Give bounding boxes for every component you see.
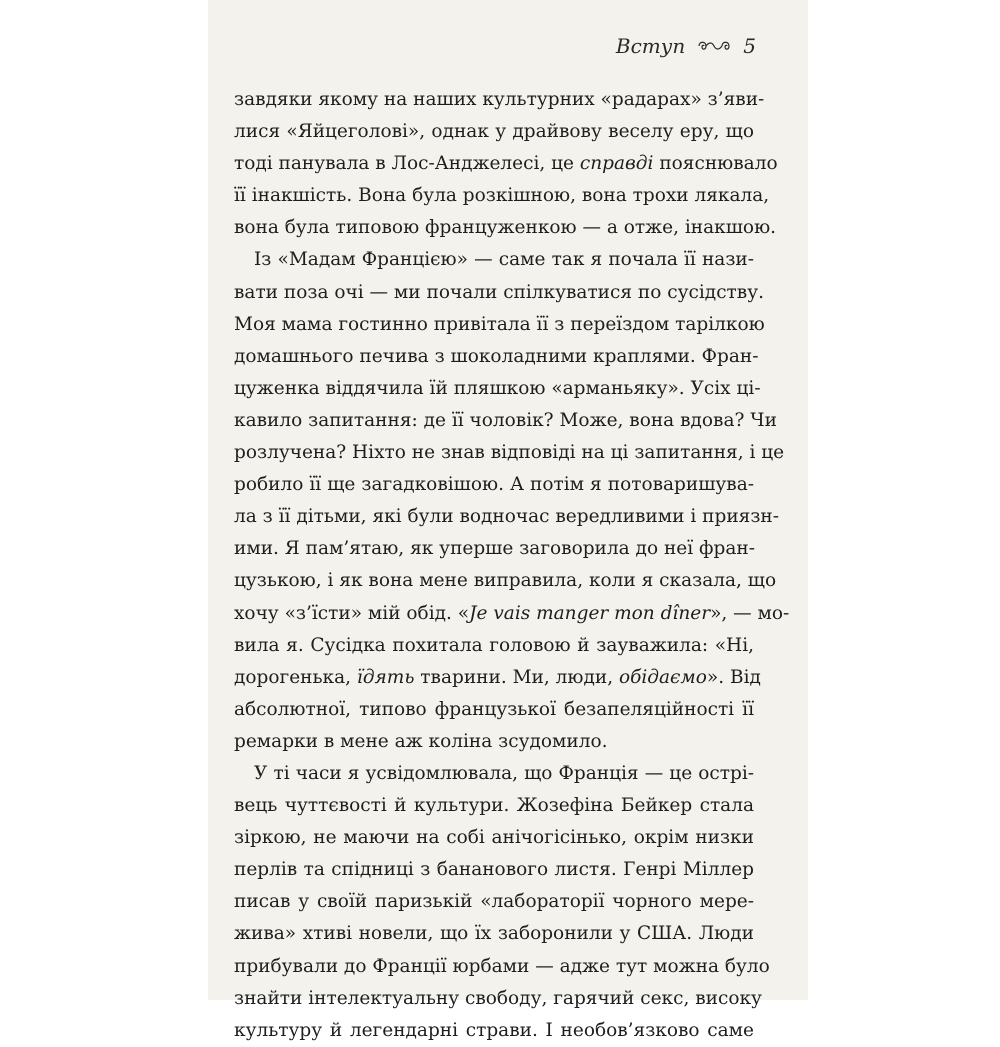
text-segment: кавило запитання: де її чоловік? Може, вона вдова? Чи (234, 409, 777, 431)
text-segment: дорогенька, (234, 666, 357, 688)
text-segment: абсолютної, типово французької безапеляційності її (234, 698, 754, 720)
text-segment: домашнього печива з шоколадними краплями. Фран- (234, 345, 759, 367)
text-line (234, 469, 754, 501)
text-segment: вона була типовою француженкою — а отже, інакшою. (234, 217, 777, 239)
text-line (234, 533, 754, 565)
text-line (234, 822, 754, 854)
text-segment: знайти інтелектуальну свободу, гарячий секс, високу (234, 987, 762, 1009)
book-page (208, 0, 808, 1041)
text-line (234, 277, 764, 309)
text-line (234, 405, 777, 437)
text-segment: лися «Яйцеголові», однак у драйвову веселу еру, що (234, 121, 754, 143)
text-segment: її інакшість. Вона була розкішною, вона трохи лякала, (234, 185, 770, 207)
text-segment: культуру й легендарні страви. І необов’язково саме (234, 1019, 754, 1041)
text-line (234, 758, 754, 790)
text-segment: писав у своїй паризькій «лабораторії чорного мере- (234, 891, 754, 913)
text-segment: ла з її дітьми, які були водночас вередливими і приязн- (234, 506, 779, 528)
text-segment: вець чуттєвості й культури. Жозефіна Бейкер стала (234, 795, 754, 817)
text-line (234, 148, 778, 180)
text-segment: цузькою, і як вона мене виправила, коли я сказала, що (234, 570, 777, 592)
running-head (616, 34, 756, 58)
text-segment: робило її ще загадковішою. А потім я потоваришува- (234, 474, 754, 496)
text-line (234, 212, 777, 244)
text-line (234, 309, 765, 341)
text-segment: вати поза очі — ми почали спілкуватися по сусідству. (234, 281, 764, 303)
text-line (234, 886, 754, 918)
text-line (234, 501, 779, 533)
text-segment: ремарки в мене аж коліна зсудомило. (234, 730, 608, 752)
text-line (234, 180, 770, 212)
text-line (234, 373, 761, 405)
text-line (234, 854, 754, 886)
text-segment: жива» хтиві новели, що їх заборонили у США. Люди (234, 923, 754, 945)
text-line (234, 662, 761, 694)
chapter-title: Вступ (615, 34, 686, 58)
text-segment: ». Від (706, 666, 761, 688)
italic-text: їдять (356, 666, 415, 688)
text-segment: вила я. Сусідка похитала головою й зауважила: «Ні, (234, 634, 754, 656)
text-line (234, 1015, 754, 1047)
text-line (234, 790, 754, 822)
text-segment: », — мо- (710, 602, 790, 624)
text-segment: перлів та спідниці з бананового листя. Генрі Міллер (234, 859, 754, 881)
italic-text: Je vais manger mon dîner (469, 602, 711, 624)
text-line (234, 341, 759, 373)
text-segment: тварини. Ми, люди, (414, 666, 619, 688)
text-segment: хочу «з’їсти» мій обід. « (234, 602, 470, 624)
body-text (234, 84, 790, 1047)
text-segment: У ті часи я усвідомлювала, що Франція — це острі- (254, 762, 754, 784)
text-line (234, 437, 785, 469)
text-segment: цуженка віддячила їй пляшкою «арманьяку». Усіх ці- (234, 377, 761, 399)
text-segment: розлучена? Ніхто не знав відповіді на ці запитання, і це (234, 442, 785, 464)
page-number: 5 (743, 34, 756, 58)
text-segment: пояснювало (653, 153, 778, 175)
text-segment: ими. Я пам’ятаю, як уперше заговорила до неї фран- (234, 538, 755, 560)
text-line (234, 84, 765, 116)
text-segment: зіркою, не маючи на собі анічогісінько, окрім низки (234, 827, 754, 849)
text-line (234, 918, 754, 950)
text-line (234, 983, 762, 1015)
text-line (234, 598, 790, 630)
text-line (234, 565, 777, 597)
text-segment: завдяки якому на наших культурних «радарах» з’яви- (234, 89, 765, 110)
swirl-ornament-icon (697, 39, 731, 53)
text-line (234, 630, 754, 662)
text-line (234, 244, 754, 276)
text-segment: Із «Мадам Францією» — саме так я почала її нази- (254, 249, 754, 271)
italic-text: справді (579, 153, 654, 175)
text-line (234, 694, 754, 726)
text-segment: тоді панувала в Лос-Анджелесі, це (234, 153, 580, 175)
text-segment: прибували до Франції юрбами — адже тут можна було (234, 955, 770, 977)
text-line (234, 951, 770, 983)
text-line (234, 116, 754, 148)
text-segment: Моя мама гостинно привітала її з переїздом тарілкою (234, 313, 765, 335)
italic-text: обідаємо (618, 666, 707, 688)
text-line (234, 726, 754, 758)
